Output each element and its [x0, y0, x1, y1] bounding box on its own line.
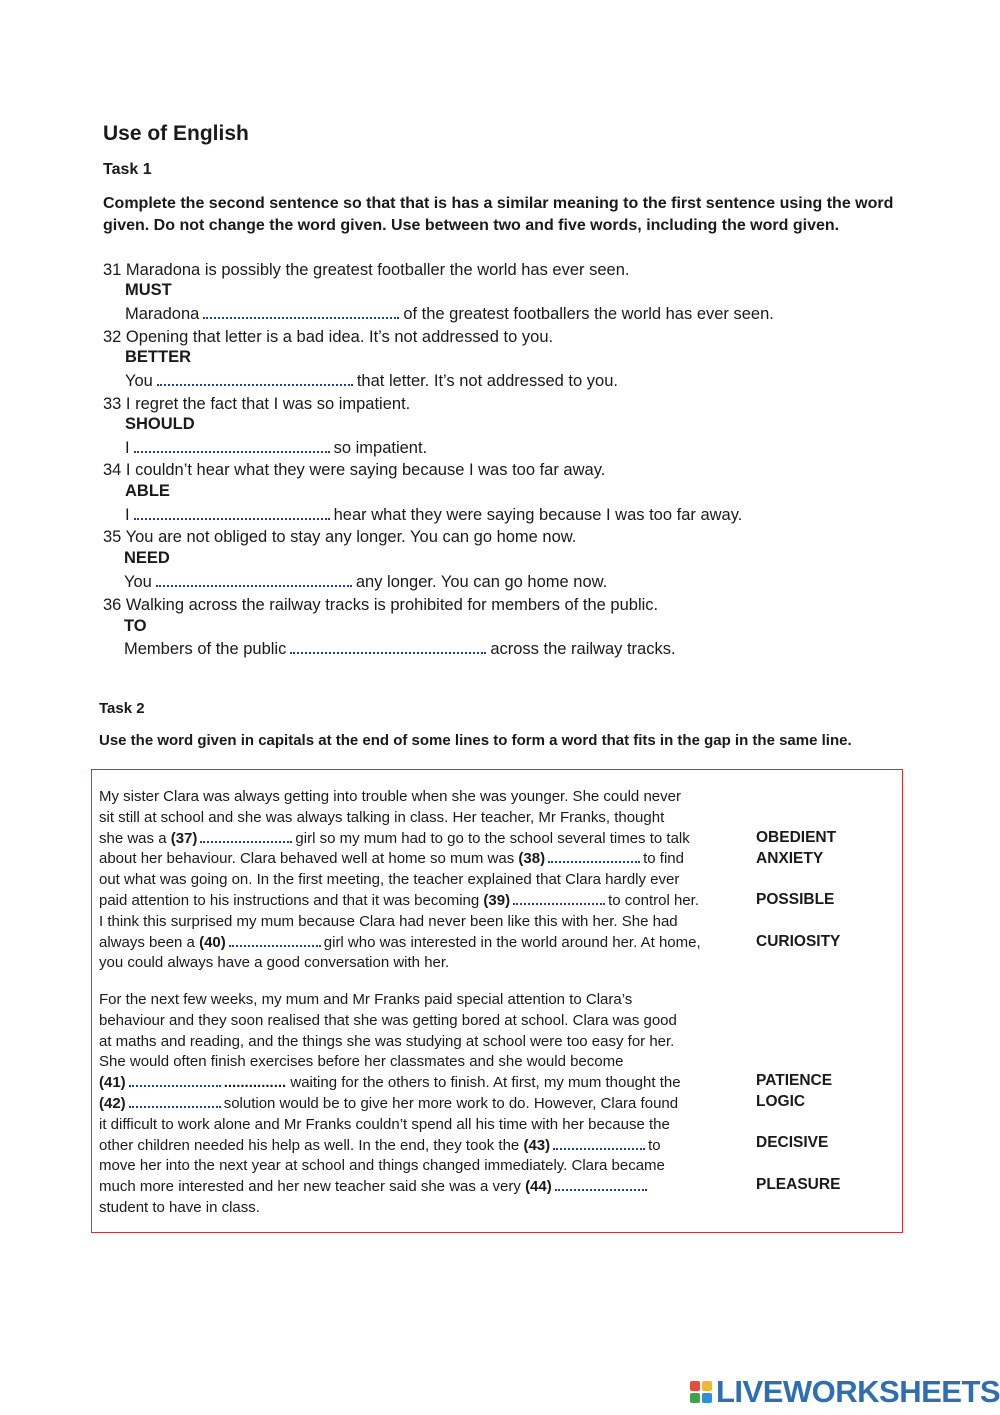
answer-gap-37[interactable] — [200, 829, 292, 843]
liveworksheets-logo-icon — [690, 1381, 712, 1403]
question-31-keyword: MUST — [125, 281, 172, 299]
task1-heading: Task 1 — [103, 161, 152, 178]
question-35-answer-line: You any longer. You can go home now. — [124, 573, 608, 591]
capital-word-39: POSSIBLE — [756, 891, 835, 908]
question-31-sentence: 31 Maradona is possibly the greatest footballer the world has ever seen. — [103, 261, 630, 279]
capital-word-41: PATIENCE — [756, 1072, 833, 1089]
capital-word-38: ANXIETY — [756, 850, 824, 867]
question-33-answer-line: I so impatient. — [125, 439, 428, 457]
question-31-answer-line: Maradona of the greatest footballers the world has ever seen. — [125, 305, 774, 323]
answer-gap-42[interactable] — [129, 1094, 221, 1108]
capital-word-43: DECISIVE — [756, 1134, 829, 1151]
task2-heading: Task 2 — [99, 700, 145, 717]
answer-gap-43[interactable] — [553, 1136, 645, 1150]
question-35-sentence: 35 You are not obliged to stay any longer. You can go home now. — [103, 528, 577, 546]
answer-gap-35[interactable] — [156, 571, 352, 587]
capital-word-37: OBEDIENT — [756, 829, 837, 846]
liveworksheets-logo — [690, 1374, 1000, 1410]
answer-gap-40[interactable] — [229, 933, 321, 947]
question-34-keyword: ABLE — [125, 482, 170, 500]
question-36-sentence: 36 Walking across the railway tracks is prohibited for members of the public. — [103, 596, 659, 614]
task1-instructions: Complete the second sentence so that that is has a similar meaning to the first sentence using the word given. Do not change the word given. Use between two and five words, including the word given. — [103, 195, 894, 234]
task2-instructions: Use the word given in capitals at the end of some lines to form a word that fits in the gap in the same line. — [99, 732, 852, 749]
capital-word-44: PLEASURE — [756, 1176, 841, 1193]
answer-gap-32[interactable] — [157, 370, 353, 386]
passage-paragraph-1: My sister Clara was always getting into trouble when she was younger. She could never sit still at school and she was always talking in class. Her teacher, Mr Franks, thought she was a (37) girl so my mum had to go to the school several times to talk about her behaviour. Clara behaved well at home so mum was (38) to find out what was going on. In the first meeting, the teacher explained that Clara hardly ever paid attention to his instructions and that it was becoming (39) to control her. I think this surprised my mum because Clara had never been like this with her. She had always been a (40) girl who was interested in the world around her. At home, you could always have a good conversation with her. — [99, 788, 701, 972]
answer-gap-31[interactable] — [203, 303, 399, 319]
capital-word-42: LOGIC — [756, 1093, 806, 1110]
brand-name: LIVEWORKSHEETS — [716, 1374, 1000, 1409]
answer-gap-33[interactable] — [134, 437, 330, 453]
answer-gap-39[interactable] — [513, 891, 605, 905]
passage-paragraph-2: For the next few weeks, my mum and Mr Franks paid special attention to Clara’s behaviour and they soon realised that she was getting bored at school. Clara was good at maths and reading, and the things she was studying at school were too easy for her. She would often finish exercises before her classmates and she would become (41) ............... waiting for the others to finish. At first, my mum thought the (42) solution would be to give her more work to do. However, Clara found it difficult to work alone and Mr Franks couldn’t spend all his time with her because the other children needed his help as well. In the end, they took the (43) to move her into the next year at school and things changed immediately. Clara became much more interested and her new teacher said she was a very (44) student to have in class. — [99, 991, 681, 1216]
answer-gap-38[interactable] — [548, 849, 640, 863]
question-34-sentence: 34 I couldn’t hear what they were saying because I was too far away. — [103, 461, 606, 479]
question-32-keyword: BETTER — [125, 348, 191, 366]
question-35-keyword: NEED — [124, 549, 170, 567]
answer-gap-41[interactable] — [129, 1073, 221, 1087]
question-36-keyword: TO — [124, 617, 147, 635]
capital-word-40: CURIOSITY — [756, 933, 841, 950]
question-34-answer-line: I hear what they were saying because I was too far away. — [125, 506, 743, 524]
question-32-sentence: 32 Opening that letter is a bad idea. It’s not addressed to you. — [103, 328, 554, 346]
answer-gap-36[interactable] — [290, 638, 486, 654]
question-33-sentence: 33 I regret the fact that I was so impatient. — [103, 395, 411, 413]
answer-gap-44[interactable] — [555, 1177, 647, 1191]
answer-gap-34[interactable] — [134, 504, 330, 520]
question-33-keyword: SHOULD — [125, 415, 195, 433]
question-32-answer-line: You that letter. It’s not addressed to you. — [125, 372, 618, 390]
question-36-answer-line: Members of the public across the railway tracks. — [124, 640, 676, 658]
page-title: Use of English — [103, 122, 249, 145]
